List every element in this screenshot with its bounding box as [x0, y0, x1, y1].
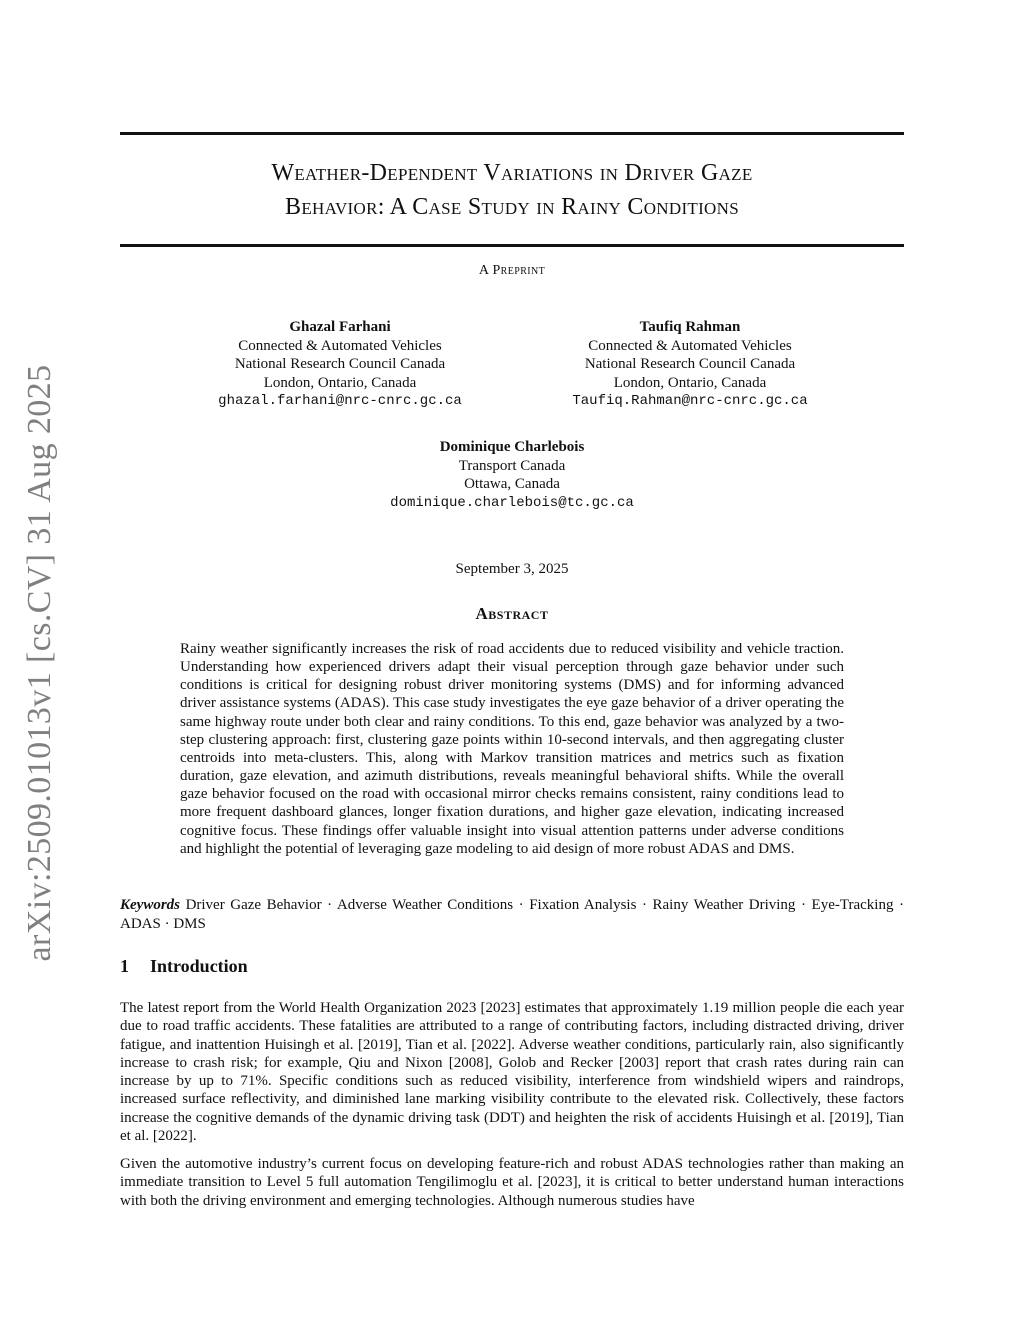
section-number: 1: [120, 956, 129, 976]
author-name: Dominique Charlebois: [439, 439, 585, 455]
keywords-line: [120, 896, 904, 933]
author-affiliation: National Research Council Canada: [234, 356, 446, 372]
abstract-heading: Abstract: [475, 604, 549, 623]
keywords-label: Keywords: [120, 897, 180, 913]
author-email: Taufiq.Rahman@nrc-cnrc.gc.ca: [572, 393, 808, 409]
author-affiliation: Connected & Automated Vehicles: [238, 337, 442, 354]
author-email: dominique.charlebois@tc.gc.ca: [390, 494, 634, 511]
preprint-label: A Preprint: [478, 263, 546, 278]
paper-title: [120, 156, 904, 224]
section-heading-introduction: [120, 956, 904, 977]
author-block-farhani: [140, 318, 540, 411]
arxiv-identifier-stamp: arXiv:2509.01013v1 [cs.CV] 31 Aug 2025: [21, 364, 58, 962]
title-bottom-rule: [120, 244, 904, 247]
author-location: Ottawa, Canada: [464, 476, 560, 492]
keywords-list: Driver Gaze Behavior · Adverse Weather Conditions · Fixation Analysis · Rainy Weather Driving · Eye-Tracking · ADAS · DMS: [120, 897, 905, 932]
introduction-paragraph-1: The latest report from the World Health Organization 2023 [2023] estimates that approximately 1.19 million people die each year due to road traffic accidents. These fatalities are attributed to a range of contributing factors, including distracted driving, driver fatigue, and inattention Huisingh et al. [2019], Tian et al. [2022]. Adverse weather conditions, particularly rain, also significantly increase to crash risk; for example, Qiu and Nixon [2008], Golob and Recker [2003] report that crash rates during rain can increase by up to 71%. Specific conditions such as reduced visibility, interference from windshield wipers and raindrops, increased surface reflectivity, and diminished lane marking visibility contribute to the elevated risk. Collectively, these factors increase the cognitive demands of the dynamic driving task (DDT) and heighten the risk of accidents Huisingh et al. [2019], Tian et al. [2022].: [120, 1000, 904, 1145]
author-email: ghazal.farhani@nrc-cnrc.gc.ca: [218, 393, 462, 409]
author-location: London, Ontario, Canada: [613, 374, 767, 391]
introduction-paragraph-2: Given the automotive industry’s current focus on developing feature-rich and robust ADAS technologies rather than making an immediate transition to Level 5 full automation Tengilimoglu et al. [2023], it is critical to better understand human interactions with both the driving environment and emerging technologies. Although numerous studies have: [120, 1156, 904, 1209]
author-name: Taufiq Rahman: [639, 319, 741, 335]
author-block-charlebois: [312, 438, 712, 512]
author-affiliation: Transport Canada: [458, 457, 566, 474]
paper-date: September 3, 2025: [455, 561, 569, 577]
author-affiliation: National Research Council Canada: [584, 356, 796, 372]
title-top-rule: [120, 132, 904, 135]
author-location: London, Ontario, Canada: [263, 374, 417, 391]
abstract-body: Rainy weather significantly increases the risk of road accidents due to reduced visibility and vehicle traction. Understanding how experienced drivers adapt their visual perception through gaze behavior under such conditions is critical for designing robust driver monitoring systems (DMS) and for informing advanced driver assistance systems (ADAS). This case study investigates the eye gaze behavior of a driver operating the same highway route under both clear and rainy conditions. To this end, gaze behavior was analyzed by a two-step clustering approach: first, clustering gaze points within 10-second intervals, and then aggregating cluster centroids into meta-clusters. This, along with Markov transition matrices and metrics such as fixation duration, gaze elevation, and azimuth distributions, reveals meaningful behavioral shifts. While the overall gaze behavior focused on the road with occasional mirror checks remains consistent, rainy conditions lead to more frequent dashboard glances, longer fixation durations, and higher gaze elevation, indicating increased cognitive focus. These findings offer valuable insight into visual attention patterns under adverse conditions and highlight the potential of leveraging gaze modeling to aid design of more robust ADAS and DMS.: [180, 641, 844, 857]
section-title: Introduction: [150, 956, 248, 976]
author-block-rahman: [490, 318, 890, 411]
author-affiliation: Connected & Automated Vehicles: [588, 337, 792, 354]
title-line-1: Weather-Dependent Variations in Driver Gaze: [271, 160, 753, 186]
title-line-2: Behavior: A Case Study in Rainy Conditions: [285, 194, 739, 220]
author-name: Ghazal Farhani: [289, 319, 391, 335]
